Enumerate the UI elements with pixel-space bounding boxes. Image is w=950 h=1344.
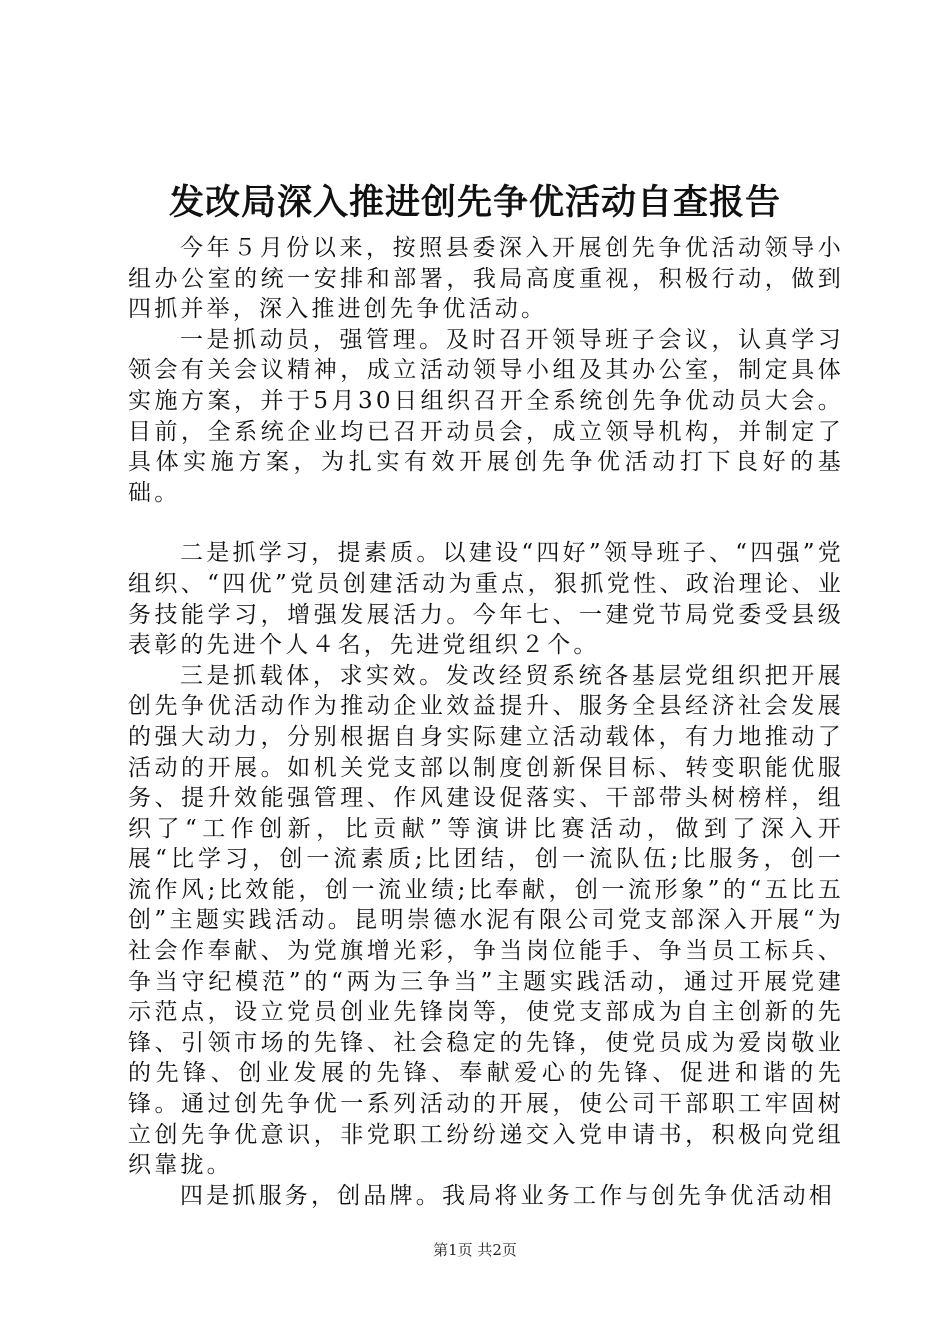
paragraph-carrier: 三是抓载体，求实效。发改经贸系统各基层党组织把开展创先争优活动作为推动企业效益提升、服务全县经济社会发展的强大动力，分别根据自身实际建立活动载体，有力地推动了活动的开展。如机关党支部以制度创新保目标、转变职能优服务、提升效能强管理、作风建设促落实、干部带头树榜样，组织了“工作创新，比贡献”等演讲比赛活动，做到了深入开展“比学习，创一流素质;比团结，创一流队伍;比服务，创一流作风;比效能，创一流业绩;比奉献，创一流形象”的“五比五创”主题实践活动。昆明崇德水泥有限公司党支部深入开展“为社会作奉献、为党旗增光彩，争当岗位能手、争当员工标兵、争当守纪模范”的“两为三争当”主题实践活动，通过开展党建示范点，设立党员创业先锋岗等，使党支部成为自主创新的先锋、引领市场的先锋、社会稳定的先锋，使党员成为爱岗敬业的先锋、创业发展的先锋、奉献爱心的先锋、促进和谐的先锋。通过创先争优一系列活动的开展，使公司干部职工牢固树立创先争优意识，非党职工纷纷递交入党申请书，积极向党组织靠拢。 [128, 662, 844, 1179]
paragraph-intro: 今年５月份以来，按照县委深入开展创先争优活动领导小组办公室的统一安排和部署，我局高度重视，积极行动，做到四抓并举，深入推进创先争优活动。 [128, 235, 844, 323]
page-number-footer: 第1页 共2页 [433, 1241, 517, 1259]
paragraph-mobilization: 一是抓动员，强管理。及时召开领导班子会议，认真学习领会有关会议精神，成立活动领导小组及其办公室，制定具体实施方案，并于5月30日组织召开全系统创先争优动员大会。目前，全系统企业均已召开动员会，成立领导机构，并制定了具体实施方案，为扎实有效开展创先争优活动打下良好的基础。 [128, 326, 844, 506]
document-body [128, 233, 844, 1211]
paragraph-service: 四是抓服务，创品牌。我局将业务工作与创先争优活动相 [180, 1182, 835, 1209]
document-title: 发改局深入推进创先争优活动自查报告 [168, 182, 781, 223]
paragraph-study: 二是抓学习，提素质。以建设“四好”领导班子、“四强”党组织、“四优”党员创建活动为重点，狠抓党性、政治理论、业务技能学习，增强发展活力。今年七、一建党节局党委受县级表彰的先进个人４名，先进党组织２个。 [128, 540, 844, 659]
